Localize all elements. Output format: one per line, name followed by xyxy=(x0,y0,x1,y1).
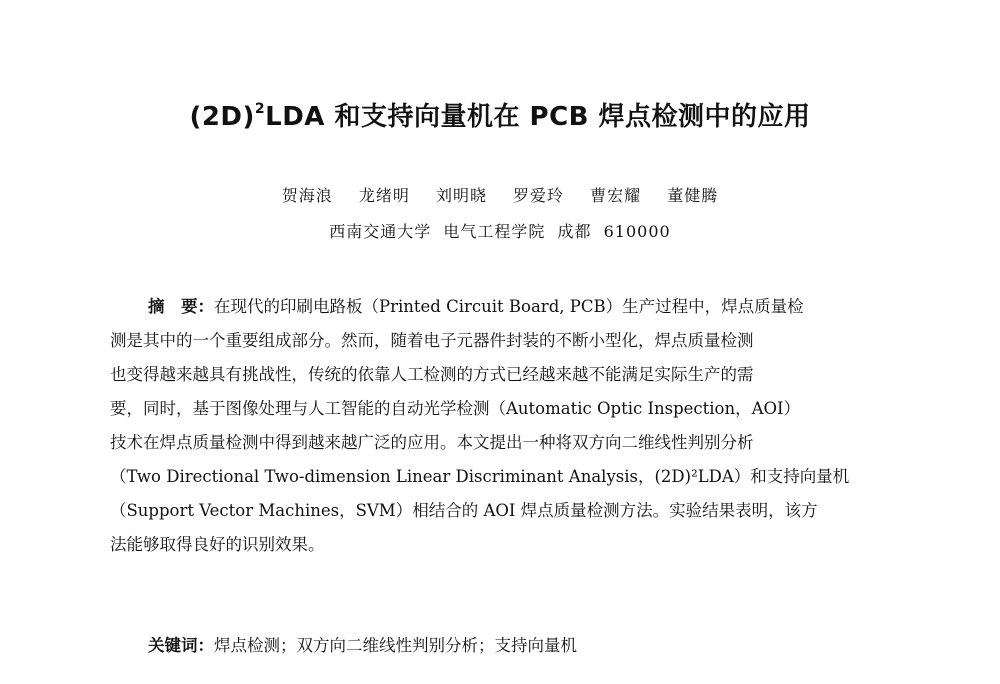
author-name: 罗爱玲 xyxy=(513,186,565,205)
abstract-label: 摘 要： xyxy=(148,297,214,316)
abstract-text: 在现代的印刷电路板（Printed Circuit Board, PCB）生产过程中，焊点质量检 xyxy=(214,297,804,316)
keywords xyxy=(148,632,577,656)
affiliation-postcode: 610000 xyxy=(603,222,671,241)
abstract-line: 要，同时，基于图像处理与人工智能的自动光学检测（Automatic Optic Inspection，AOI） xyxy=(110,399,801,418)
abstract-line: （Two Directional Two-dimension Linear Discriminant Analysis，(2D)²LDA）和支持向量机 xyxy=(110,467,850,486)
paper-title xyxy=(0,96,1000,133)
keywords-label: 关键词： xyxy=(148,636,214,655)
title-prefix: (2D) xyxy=(189,102,255,132)
affiliation xyxy=(0,219,1000,242)
abstract-line xyxy=(110,290,886,324)
affiliation-city: 成都 xyxy=(557,222,592,241)
author-list xyxy=(0,183,1000,206)
author-name: 董健腾 xyxy=(667,186,719,205)
title-rest: LDA 和支持向量机在 PCB 焊点检测中的应用 xyxy=(265,102,811,132)
title-superscript: 2 xyxy=(254,101,266,117)
author-name: 曹宏耀 xyxy=(590,186,642,205)
abstract-line: （Support Vector Machines，SVM）相结合的 AOI 焊点质量检测方法。实验结果表明，该方 xyxy=(110,501,818,520)
author-name: 刘明晓 xyxy=(435,186,487,205)
abstract xyxy=(110,290,886,562)
author-name: 贺海浪 xyxy=(281,186,333,205)
abstract-line: 也变得越来越具有挑战性，传统的依靠人工检测的方式已经越来越不能满足实际生产的需 xyxy=(110,365,754,384)
abstract-line: 测是其中的一个重要组成部分。然而，随着电子元器件封装的不断小型化，焊点质量检测 xyxy=(110,331,754,350)
abstract-line: 技术在焊点质量检测中得到越来越广泛的应用。本文提出一种将双方向二维线性判别分析 xyxy=(110,433,754,452)
author-name: 龙绪明 xyxy=(358,186,410,205)
abstract-line: 法能够取得良好的识别效果。 xyxy=(110,535,325,554)
affiliation-university: 西南交通大学 xyxy=(329,222,432,241)
affiliation-school: 电气工程学院 xyxy=(443,222,546,241)
keywords-text: 焊点检测；双方向二维线性判别分析；支持向量机 xyxy=(214,636,577,655)
